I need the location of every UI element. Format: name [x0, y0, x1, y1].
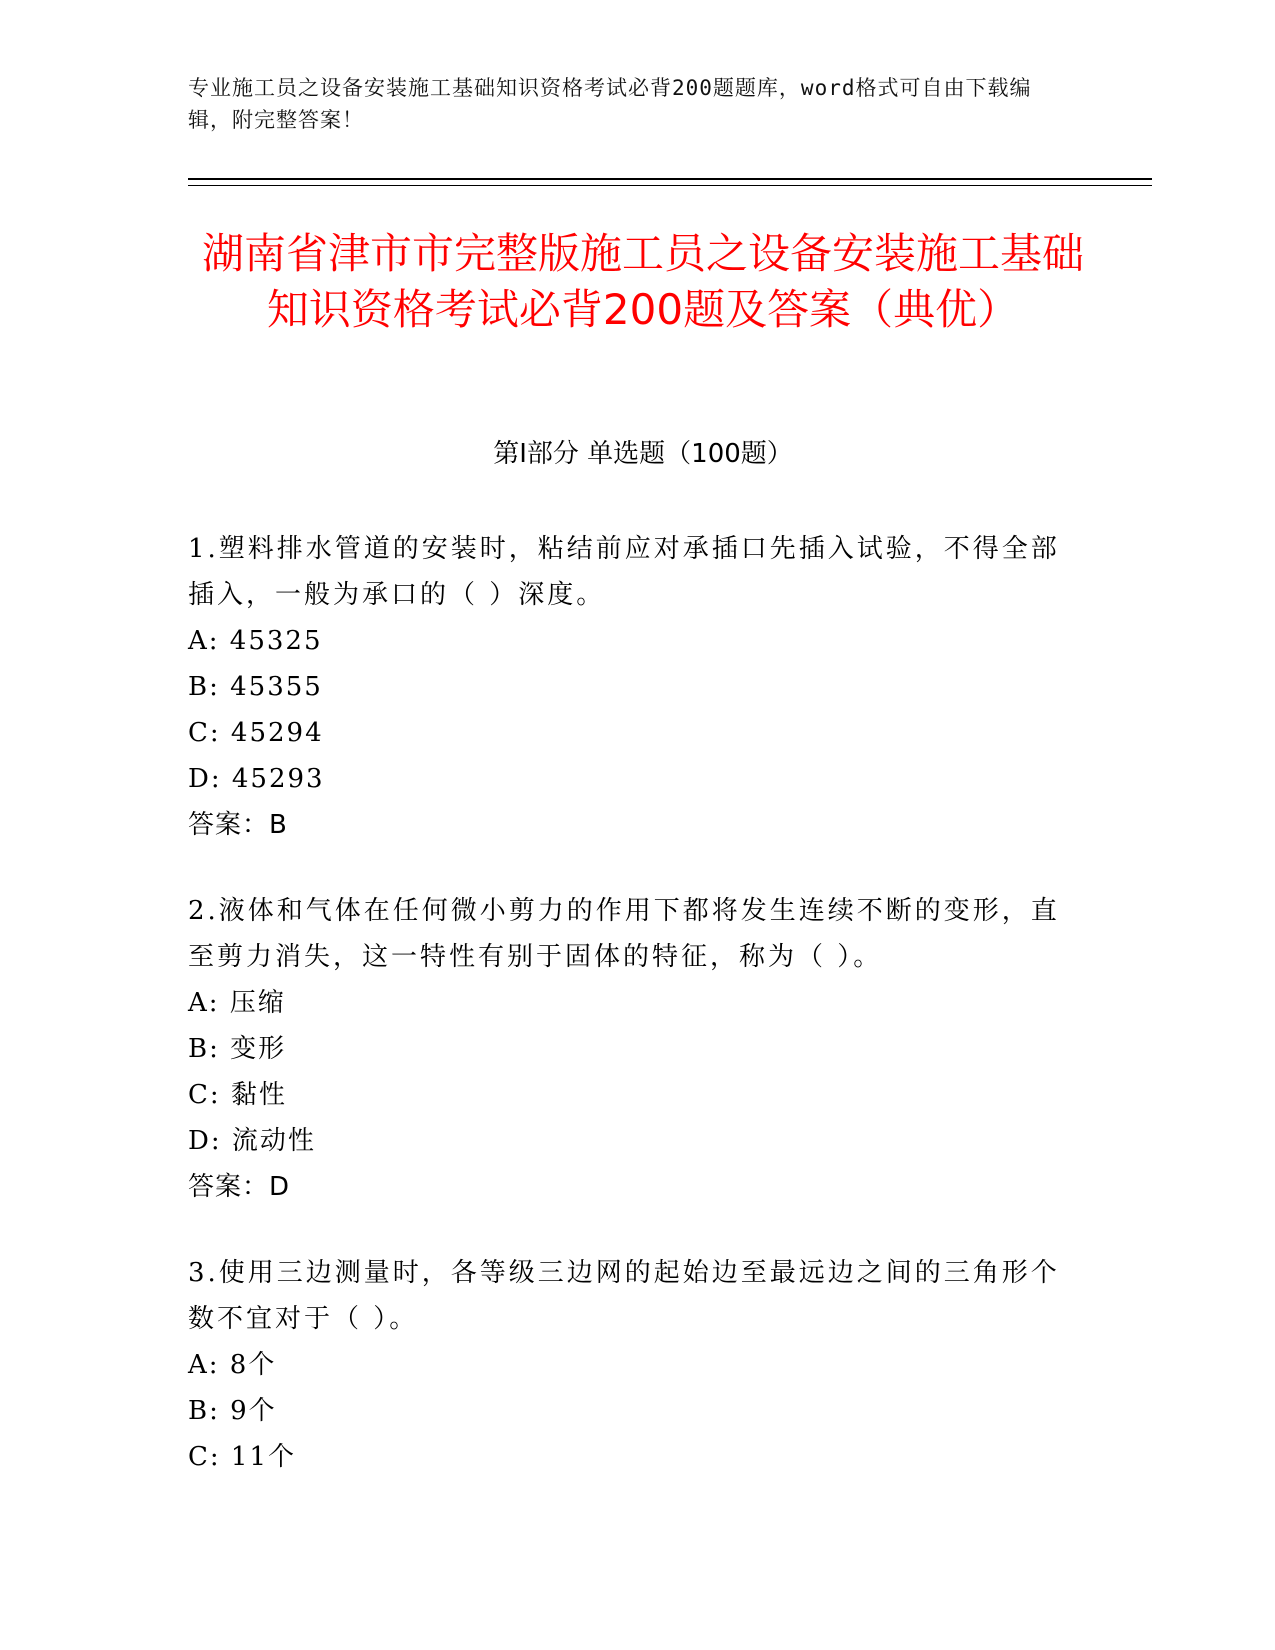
question-3	[188, 1250, 1068, 1480]
option-c: C: 黏性	[188, 1080, 287, 1110]
header-rule-thick	[188, 178, 1152, 180]
question-stem: 2.液体和气体在任何微小剪力的作用下都将发生连续不断的变形，直至剪力消失，这一特性有别于固体的特征，称为（ ）。	[188, 896, 1060, 972]
question-1	[188, 526, 1068, 848]
question-stem: 3.使用三边测量时，各等级三边网的起始边至最远边之间的三角形个数不宜对于（ ）。	[188, 1258, 1060, 1334]
question-list	[188, 526, 1068, 1520]
header-note: 专业施工员之设备安装施工基础知识资格考试必背200题题库，word格式可自由下载编辑，附完整答案！	[188, 76, 1032, 132]
option-c: C: 11个	[188, 1442, 297, 1472]
option-a: A: 45325	[188, 626, 323, 656]
option-a: A: 8个	[188, 1350, 277, 1380]
document-title: 湖南省津市市完整版施工员之设备安装施工基础知识资格考试必背200题及答案（典优）	[201, 229, 1084, 334]
answer: 答案：B	[188, 810, 288, 840]
section-title: 第I部分 单选题（100题）	[493, 439, 793, 469]
question-stem: 1.塑料排水管道的安装时，粘结前应对承插口先插入试验，不得全部插入，一般为承口的（ ）深度。	[188, 534, 1060, 610]
option-d: D: 流动性	[188, 1126, 316, 1156]
option-a: A: 压缩	[188, 988, 286, 1018]
option-d: D: 45293	[188, 764, 325, 794]
option-b: B: 9个	[188, 1396, 277, 1426]
option-c: C: 45294	[188, 718, 324, 748]
question-2	[188, 888, 1068, 1210]
header-rule-thin	[188, 185, 1152, 186]
option-b: B: 变形	[188, 1034, 287, 1064]
option-b: B: 45355	[188, 672, 323, 702]
answer: 答案：D	[188, 1172, 291, 1202]
